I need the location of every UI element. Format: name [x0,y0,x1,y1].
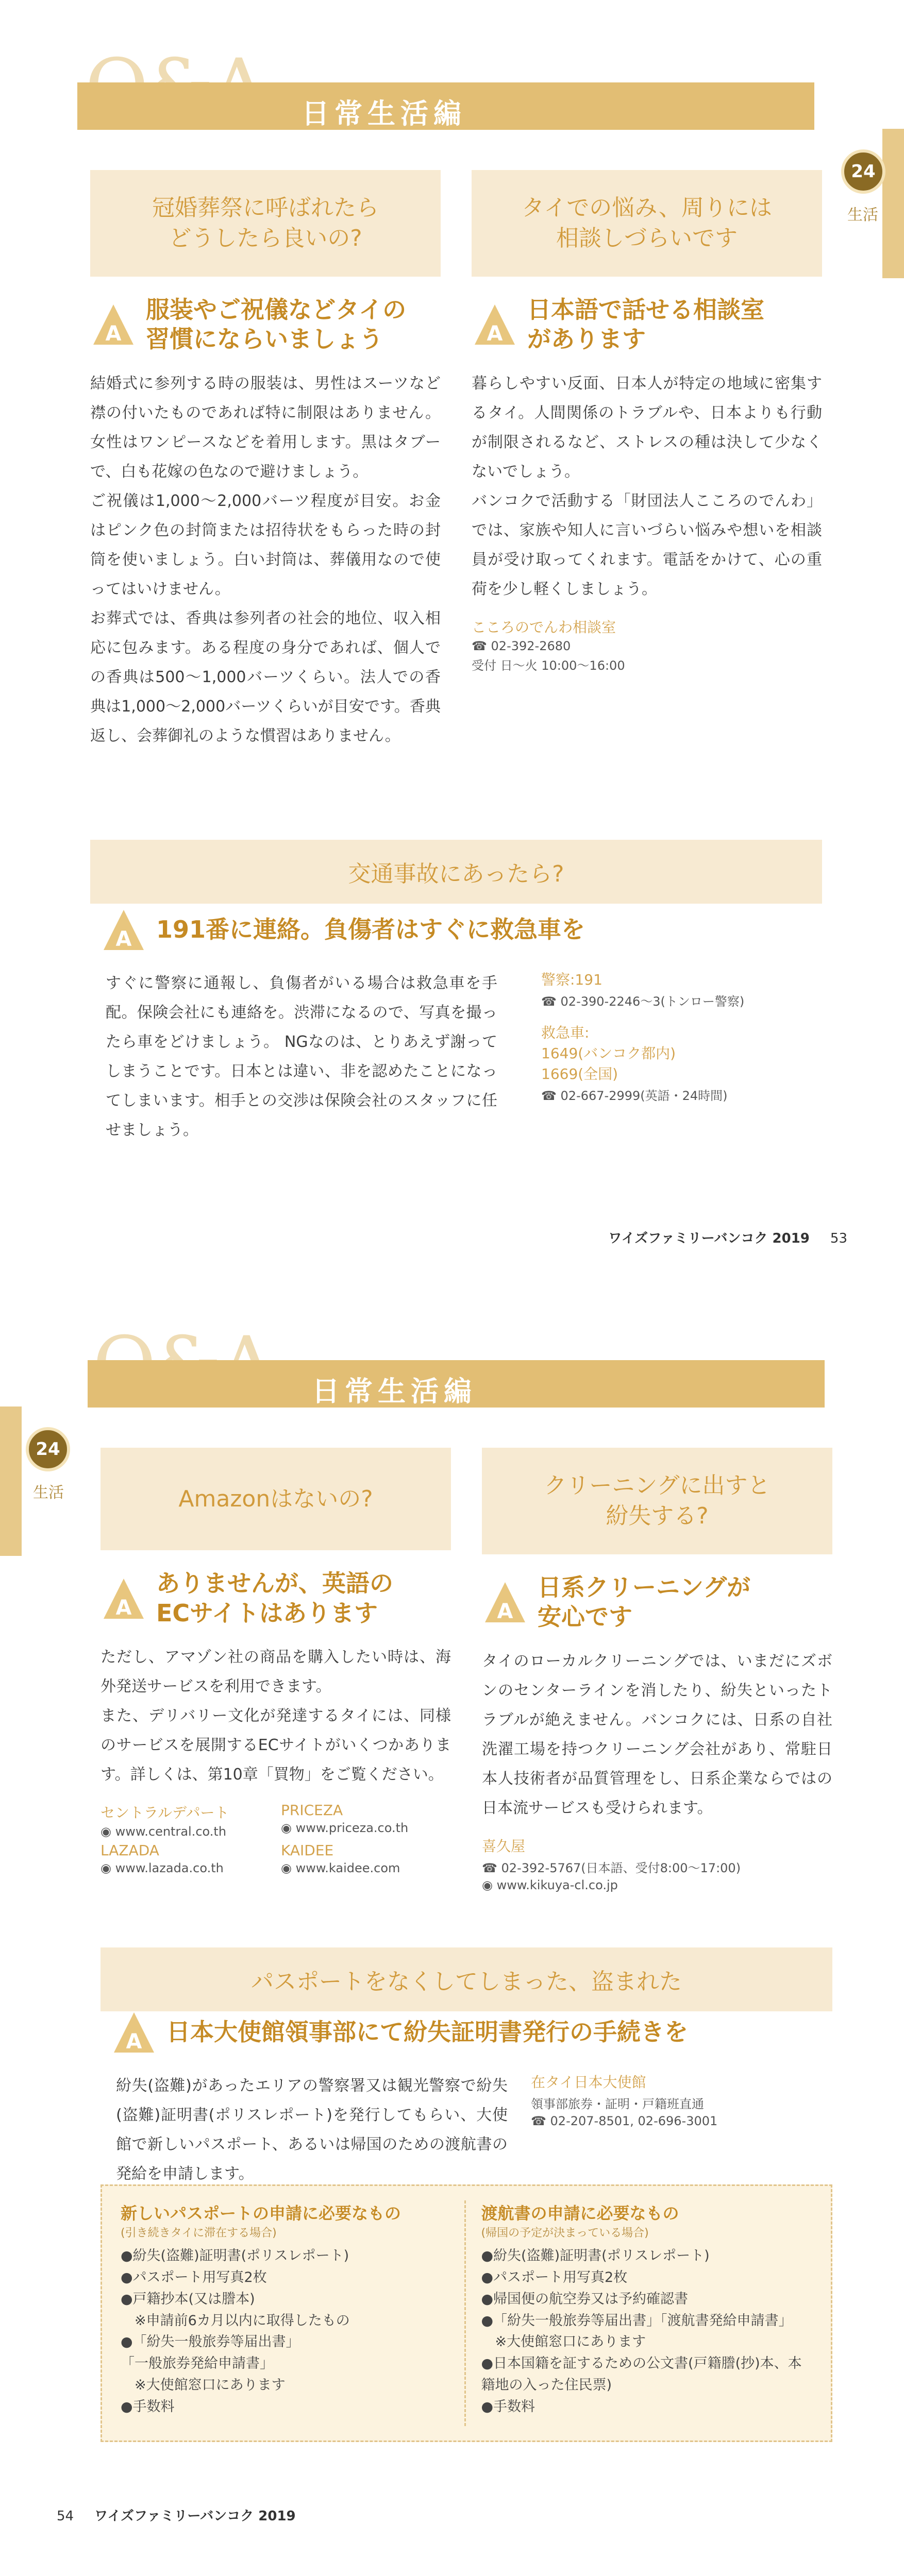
answer-heading: 日本語で話せる相談室 があります [527,295,764,353]
list-item: ●パスポート用写真2枚 [481,2269,628,2285]
answer-body: 結婚式に参列する時の服装は、男性はスーツなど襟の付いたものであれば特に制限はありません。女性はワンピースなどを着用します。黒はタブーで、白も花嫁の色なので避けましょう。 ご祝儀は1,000〜2,000バーツ程度が目安。お金はピンク色の封筒または招待状をもらった時の封筒を使いましょう。白い封筒は、葬儀用なので使ってはいけません。 お葬式では、香典は参列者の社会的地位、収入相応に包みます。ある程度の身分であれば、個人での香典は500〜1,000バーツくらい。法人での香典は1,000〜2,000バーツくらいが目安です。香典返し、会葬御礼のような慣習はありません。 [90,374,441,745]
list-item: ●帰国便の航空券又は予約確認書 [481,2291,689,2307]
list-item: ※大使館窓口にあります [121,2377,286,2394]
contact-line: ☎ 02-667-2999(英語・24時間) [541,1089,728,1103]
contact-line: 受付 日〜火 10:00〜16:00 [472,658,625,673]
list-item: ●日本国籍を証するための公文書(戸籍謄(抄)本、本籍地の入った住民票) [481,2355,802,2394]
qa-card [472,170,822,673]
answer-line [482,1573,832,1632]
list-item: ●手数料 [121,2398,175,2415]
wide-question-box: パスポートをなくしてしまった、盗まれた [101,1947,832,2011]
wide-answer-line [101,907,585,953]
list-item: ●紛失(盗難)証明書(ポリスレポート) [481,2248,710,2264]
answer-heading: 日系クリーニングが 安心です [538,1573,751,1631]
contact-name: こころのでんわ相談室 [472,618,616,636]
contact-line: 領事部旅券・証明・戸籍班直通 [531,2097,704,2111]
qa-card [482,1448,832,1892]
travel-document-requirements [481,2200,813,2426]
contact-line: ◉ www.kaidee.com [281,1861,400,1876]
list-item: ●紛失(盗難)証明書(ポリスレポート) [121,2248,349,2264]
contact-block [531,2071,819,2128]
contact-item [101,1789,271,1839]
svg-text:A: A [105,322,122,346]
answer-body: タイのローカルクリーニングでは、いまだにズボンのセンターラインを消したり、紛失といったトラブルが絶えません。バンコクには、日系の自社洗濯工場を持つクリーニング会社があり、常駐日本人技術者が品質管理をし、日系企業ならではの日本流サービスも受けられます。 [482,1652,832,1817]
list-title: 新しいパスポートの申請に必要なもの [121,2204,401,2223]
page-number: 54 [57,2509,74,2524]
side-tab [882,129,904,278]
list-subtitle: (帰国の予定が決まっている場合) [481,2227,649,2240]
qa-card [101,1448,451,1875]
answer-heading: ありませんが、英語の ECサイトはあります [156,1569,393,1627]
contact-name: 喜久屋 [482,1837,526,1855]
answer-line [472,295,822,354]
footer-title: ワイズファミリーバンコク 2019 [608,1231,810,1246]
contact-item [101,1839,271,1875]
wide-question-box: 交通事故にあったら? [90,840,822,904]
answer-a-icon [101,1575,147,1622]
contact-item [281,1839,451,1875]
side-label: 生活 [33,1484,64,1502]
passport-requirements [121,2200,466,2426]
contact-name: セントラルデパート [101,1804,229,1822]
contact-name: KAIDEE [281,1842,334,1859]
answer-a-icon [90,301,137,348]
page-56 [0,2555,904,2576]
answer-a-icon [472,301,518,348]
contact-name: 警察:191 [541,971,602,988]
question-box: 冠婚葬祭に呼ばれたら どうしたら良いの? [90,170,441,277]
section-title: 日常生活編 [302,97,466,130]
answer-body: 暮らしやすい反面、日本人が特定の地域に密集するタイ。人間関係のトラブルや、日本よりも行動が制限されるなど、ストレスの種は決して少なくないでしょう。 バンコクで活動する「財団法人こころのでんわ」では、家族や知人に言いづらい悩みや想いを相談員が受け取ってくれます。電話をかけて、心の重荷を少し軽くしましょう。 [472,374,822,598]
list-item: 「一般旅券発給申請書」 [121,2355,274,2372]
footer [57,2505,296,2524]
svg-text:A: A [497,1600,513,1624]
question-box: クリーニングに出すと 紛失する? [482,1448,832,1554]
list-item: ●戸籍抄本(又は謄本) [121,2291,255,2307]
section-title: 日常生活編 [312,1375,477,1408]
section-badge: 24 [841,149,885,194]
contact-item [281,1789,451,1839]
contact-line: ◉ www.central.co.th [101,1824,227,1839]
question-box: タイでの悩み、周りには 相談しづらいです [472,170,822,277]
footer [608,1228,847,1247]
contact-line: ◉ www.kikuya-cl.co.jp [482,1877,618,1892]
list-item: ※大使館窓口にあります [481,2334,646,2350]
contact-line: ☎ 02-390-2246〜3(トンロー警察) [541,994,745,1009]
list-title: 渡航書の申請に必要なもの [481,2204,679,2223]
qa-card [90,170,441,751]
contact-block [541,969,799,1104]
side-label: 生活 [847,206,878,224]
list-item: ●「紛失一般旅券等届出書」「渡航書発給申請書」 [481,2312,793,2329]
svg-text:A: A [115,927,132,951]
list-item: ●手数料 [481,2398,535,2415]
section-badge: 24 [26,1427,70,1471]
contact-grid [101,1789,451,1875]
contact-name: LAZADA [101,1842,159,1859]
page-54 [0,1278,904,2555]
contact-line: ◉ www.priceza.co.th [281,1821,409,1836]
contact-line: ◉ www.lazada.co.th [101,1861,224,1876]
answer-a-icon [101,907,147,953]
answer-a-icon [482,1579,528,1625]
wide-answer-line [111,2009,688,2056]
list-item: ●「紛失一般旅券等届出書」 [121,2334,300,2350]
contact-line: ☎ 02-392-2680 [472,638,571,653]
side-tab [0,1406,22,1556]
question-box: Amazonはないの? [101,1448,451,1550]
contact-line: ☎ 02-392-5767(日本語、受付8:00〜17:00) [482,1860,741,1875]
list-item: ●パスポート用写真2枚 [121,2269,267,2285]
page-53 [0,0,904,1278]
list-item: ※申請前6カ月以内に取得したもの [121,2312,350,2329]
answer-body: ただし、アマゾン社の商品を購入したい時は、海外発送サービスを利用できます。 また、デリバリー文化が発達するタイには、同様のサービスを展開するECサイトがいくつかあります。詳しくは、第10章「買物」をご覧ください。 [101,1648,451,1784]
requirements-box [101,2184,832,2442]
list-subtitle: (引き続きタイに滞在する場合) [121,2227,277,2240]
answer-a-icon [111,2009,157,2056]
contact-name: PRICEZA [281,1802,343,1819]
answer-line [90,295,441,354]
svg-text:A: A [115,1596,132,1620]
svg-text:A: A [487,322,503,346]
answer-heading: 191番に連絡。負傷者はすぐに救急車を [156,916,585,944]
svg-text:A: A [126,2030,142,2054]
answer-heading: 日本大使館領事部にて紛失証明書発行の手続きを [166,2018,688,2046]
wide-answer-body: すぐに警察に通報し、負傷者がいる場合は救急車を手配。保険会社にも連絡を。渋滞になるので、写真を撮ったら車をどけましょう。 NGなのは、とりあえず謝ってしまうことです。日本とは違い、非を認めたことになってしまいます。相手との交渉は保険会社のスタッフに任せましょう。 [106,974,497,1139]
contact-name: 救急車: 1649(バンコク都内) 1669(全国) [541,1024,676,1082]
answer-line [101,1569,451,1628]
wide-answer-body: 紛失(盗難)があったエリアの警察署又は観光警察で紛失(盗難)証明書(ポリスレポート)を発行してもらい、大使館で新しいパスポート、あるいは帰国のための渡航書の発給を申請します。 [116,2077,508,2183]
contact-name: 在タイ日本大使館 [531,2074,646,2091]
footer-title: ワイズファミリーバンコク 2019 [94,2509,296,2524]
page-number: 53 [830,1231,847,1246]
answer-heading: 服装やご祝儀などタイの 習慣にならいましょう [146,295,407,353]
contact-line: ☎ 02-207-8501, 02-696-3001 [531,2114,718,2128]
